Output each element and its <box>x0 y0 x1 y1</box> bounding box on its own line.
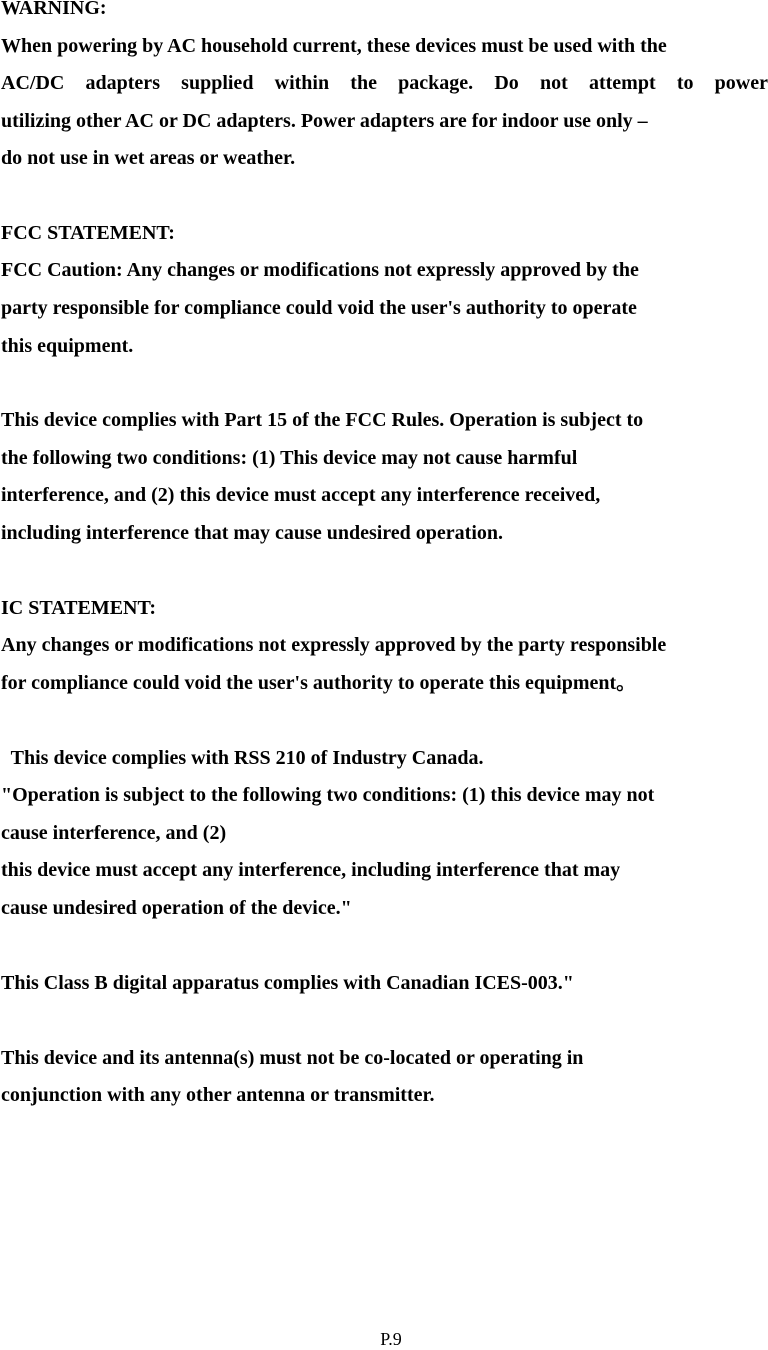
fcc-caution-line: this equipment. <box>1 335 134 357</box>
ic-antenna-line: conjunction with any other antenna or transmitter. <box>1 1084 435 1106</box>
ic-changes-line: for compliance could void the user's authority to operate this equipment。 <box>1 672 637 694</box>
ic-changes-line: Any changes or modifications not expressly approved by the party responsible <box>1 634 667 656</box>
fcc-compliance-line: including interference that may cause undesired operation. <box>1 522 504 544</box>
warning-line: do not use in wet areas or weather. <box>1 147 296 169</box>
fcc-caution-line: party responsible for compliance could void the user's authority to operate <box>1 297 637 319</box>
warning-heading: WARNING: <box>1 0 107 19</box>
ic-rss-line: "Operation is subject to the following two conditions: (1) this device may not <box>1 784 655 806</box>
ic-rss-line: This device complies with RSS 210 of Industry Canada. <box>1 747 484 769</box>
ic-ices-line: This Class B digital apparatus complies with Canadian ICES-003." <box>1 972 574 994</box>
ic-rss-line: this device must accept any interference, including interference that may <box>1 859 621 881</box>
warning-line: When powering by AC household current, these devices must be used with the <box>1 35 667 57</box>
warning-line: utilizing other AC or DC adapters. Power adapters are for indoor use only – <box>1 110 648 132</box>
fcc-heading: FCC STATEMENT: <box>1 222 175 244</box>
fcc-caution-line: FCC Caution: Any changes or modifications not expressly approved by the <box>1 259 639 281</box>
warning-line: AC/DC adapters supplied within the package. Do not attempt to power <box>1 72 768 94</box>
fcc-compliance-line: interference, and (2) this device must accept any interference received, <box>1 484 601 506</box>
ic-rss-line: cause undesired operation of the device." <box>1 897 352 919</box>
ic-heading: IC STATEMENT: <box>1 597 157 619</box>
page-number: P.9 <box>380 1329 402 1349</box>
ic-rss-line: cause interference, and (2) <box>1 822 227 844</box>
ic-antenna-line: This device and its antenna(s) must not be co-located or operating in <box>1 1047 584 1069</box>
fcc-compliance-line: This device complies with Part 15 of the FCC Rules. Operation is subject to <box>1 409 644 431</box>
fcc-compliance-line: the following two conditions: (1) This device may not cause harmful <box>1 447 578 469</box>
